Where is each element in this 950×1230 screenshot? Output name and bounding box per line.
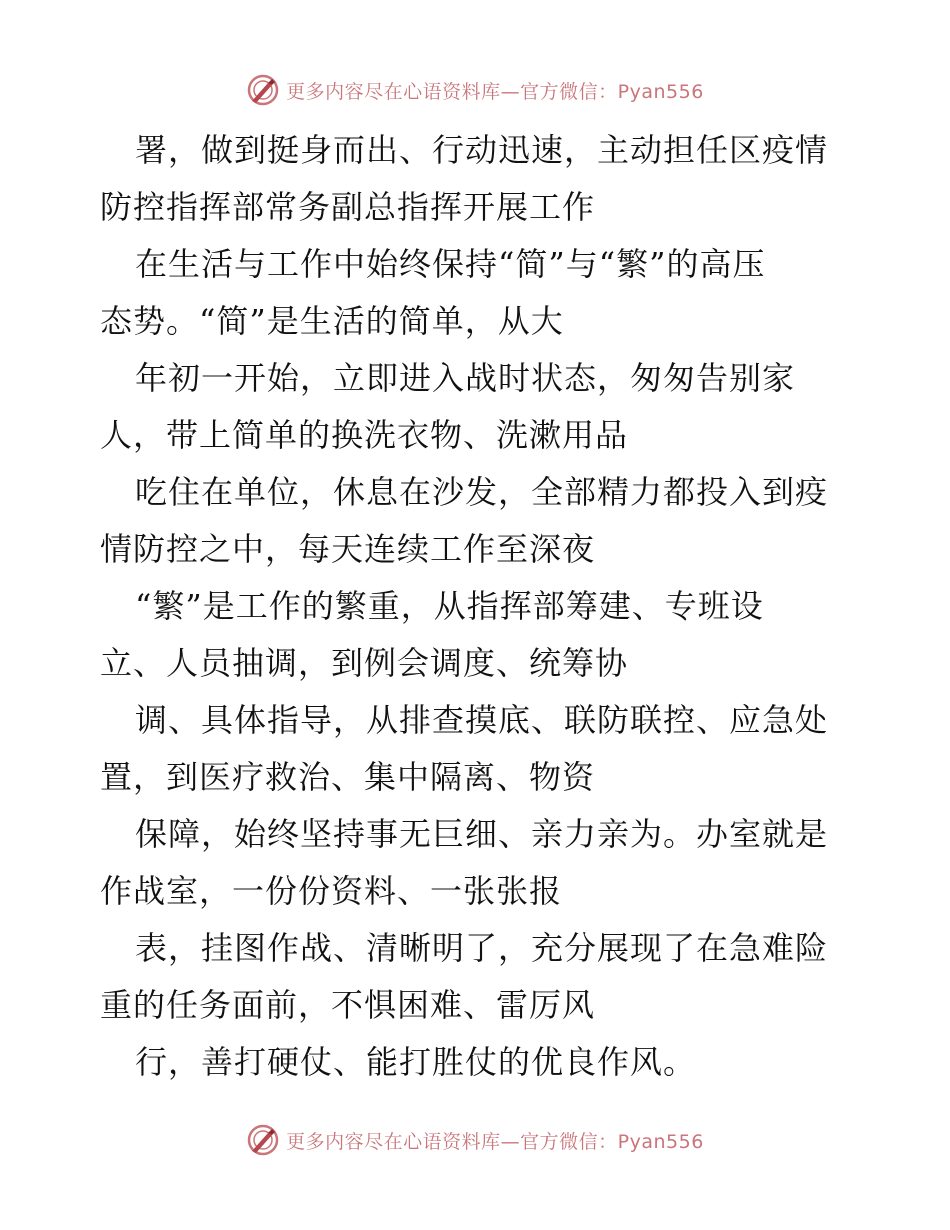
- text-line: 表，挂图作战、清晰明了，充分展现了在急难险: [135, 929, 829, 967]
- text-line: 在生活与工作中始终保持“简”与“繁”的高压: [135, 245, 766, 283]
- text-line: “繁”是工作的繁重，从指挥部筹建、专班设: [135, 587, 764, 625]
- text-line: 人，带上简单的换洗衣物、洗漱用品: [100, 416, 629, 454]
- text-line: 保障，始终坚持事无巨细、亲力亲为。办室就是: [135, 815, 829, 853]
- text-line: 重的任务面前，不惧困难、雷厉风: [100, 986, 596, 1024]
- text-line: 署，做到挺身而出、行动迅速，主动担任区疫情: [135, 131, 829, 169]
- footer-watermark: [0, 1120, 950, 1160]
- text-line: 作战室，一份份资料、一张张报: [100, 872, 563, 910]
- text-line: 行，善打硬仗、能打胜仗的优良作风。: [135, 1043, 697, 1081]
- pen-logo-icon: [246, 1123, 280, 1157]
- text-line: 态势。“简”是生活的简单，从大: [100, 302, 564, 340]
- pen-logo-icon: [246, 73, 280, 107]
- text-line: 情防控之中，每天连续工作至深夜: [100, 530, 596, 568]
- watermark-text: 更多内容尽在心语资料库—官方微信：Pyan556: [286, 1130, 704, 1153]
- text-line: 置，到医疗救治、集中隔离、物资: [100, 758, 596, 796]
- header-watermark: [0, 70, 950, 110]
- text-line: 吃住在单位，休息在沙发，全部精力都投入到疫: [135, 473, 829, 511]
- text-line: 立、人员抽调，到例会调度、统筹协: [100, 644, 629, 682]
- text-line: 调、具体指导，从排查摸底、联防联控、应急处: [135, 701, 829, 739]
- text-line: 年初一开始，立即进入战时状态，匆匆告别家: [135, 359, 796, 397]
- watermark-text: 更多内容尽在心语资料库—官方微信：Pyan556: [286, 80, 704, 103]
- document-body: [100, 122, 860, 1091]
- text-line: 防控指挥部常务副总指挥开展工作: [100, 188, 596, 226]
